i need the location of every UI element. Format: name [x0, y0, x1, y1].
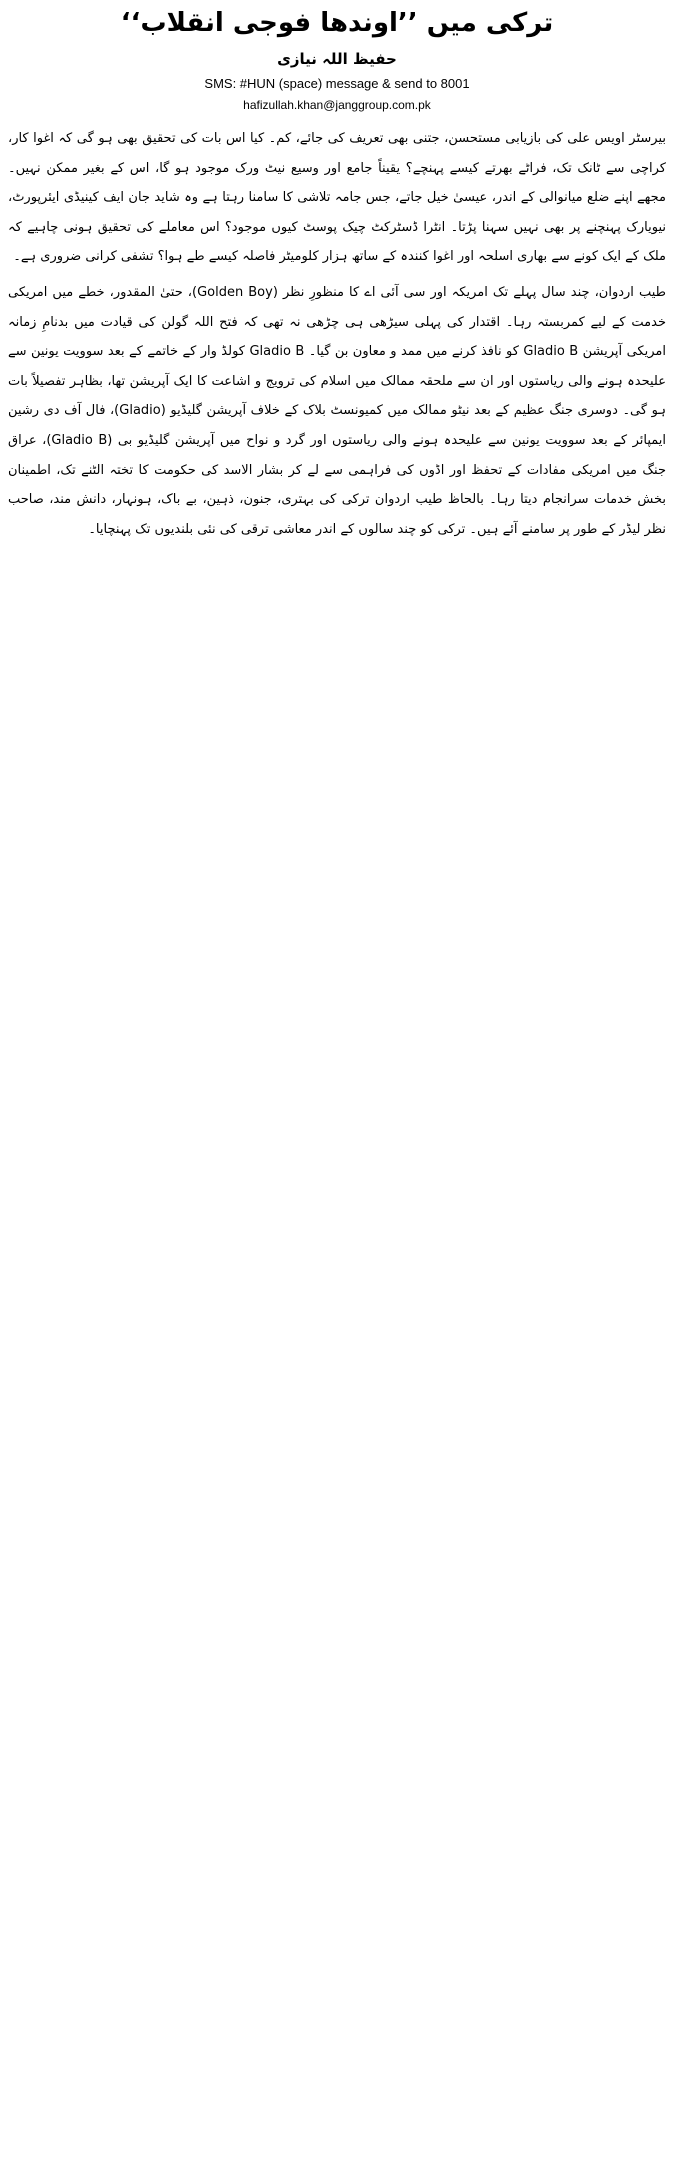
article-paragraph: بیرسٹر اویس علی کی بازیابی مستحسن، جتنی بھی تعریف کی جائے، کم۔ کیا اس بات کی تحقیق بھی ہو گی کہ اغوا کار، کراچی سے ٹانک تک، فراٹے بھرتے کیسے پہنچے؟ یقیناً جامع اور وسیع نیٹ ورک موجود ہو گا، اس کے بغیر ممکن نہیں۔ مجھے اپنے ضلع میانوالی کے اندر، عیسیٰ خیل جاتے، جس جامہ تلاشی کا سامنا رہتا ہے وہ شاید جان ایف کینیڈی ایئرپورٹ، نیویارک پہنچنے پر بھی نہیں سہنا پڑتا۔ انٹرا ڈسٹرکٹ چیک پوسٹ کیوں موجود؟ اس معاملے کی تحقیق ہونی چاہیے کہ ملک کے ایک کونے سے بھاری اسلحہ اور اغوا کنندہ کے ساتھ ہزار کلومیٹر فاصلہ کیسے طے ہوا؟ تشفی کرانی ضروری ہے۔ — [8, 131, 666, 265]
article-body — [8, 124, 666, 544]
headline: ترکی میں ’’اوندھا فوجی انقلاب‘‘ — [120, 8, 554, 38]
author-email[interactable]: hafizullah.khan@janggroup.com.pk — [243, 98, 431, 112]
sms-line: SMS: #HUN (space) message & send to 8001 — [204, 76, 470, 91]
article-paragraph: طیب اردوان، چند سال پہلے تک امریکہ اور سی آئی اے کا منظورِ نظر (Golden Boy)، حتیٰ المقدور، خطے میں امریکی خدمت کے لیے کمربستہ رہا۔ اقتدار کی پہلی سیڑھی ہی چڑھی نہ تھی کہ فتح اللہ گولن کی قیادت میں بدنامِ زمانہ امریکی آپریشن Gladio B کو نافذ کرنے میں ممد و معاون بن گیا۔ Gladio B کولڈ وار کے خاتمے کے بعد سوویت یونین سے علیحدہ ہونے والی ریاستوں اور ان سے ملحقہ ممالک میں اسلام کی ترویج و اشاعت کا ایک آپریشن تھا، بظاہر تفصیلاً بات ہو گی۔ دوسری جنگ عظیم کے بعد نیٹو ممالک میں کمیونسٹ بلاک کے خلاف آپریشن گلیڈیو (Gladio)، فال آف دی رشین ایمپائر کے بعد سوویت یونین سے علیحدہ ہونے والی ریاستوں اور گرد و نواح میں آپریشن گلیڈیو بی (Gladio B)، عراق جنگ میں امریکی مفادات کے تحفظ اور اڈوں کی فراہمی سے لے کر بشار الاسد کی حکومت کا تختہ الٹنے تک، اطمینان بخش خدمات سرانجام دیتا رہا۔ بالحاظ طیب اردوان ترکی کی بہتری، جنون، ذہین، بے باک، ہونہار، دانش مند، صاحب نظر لیڈر کے طور پر سامنے آئے ہیں۔ ترکی کو چند سالوں کے اندر معاشی ترقی کی نئی بلندیوں تک پہنچایا۔ — [8, 284, 666, 537]
author-byline: حفیظ اللہ نیازی — [277, 50, 397, 68]
